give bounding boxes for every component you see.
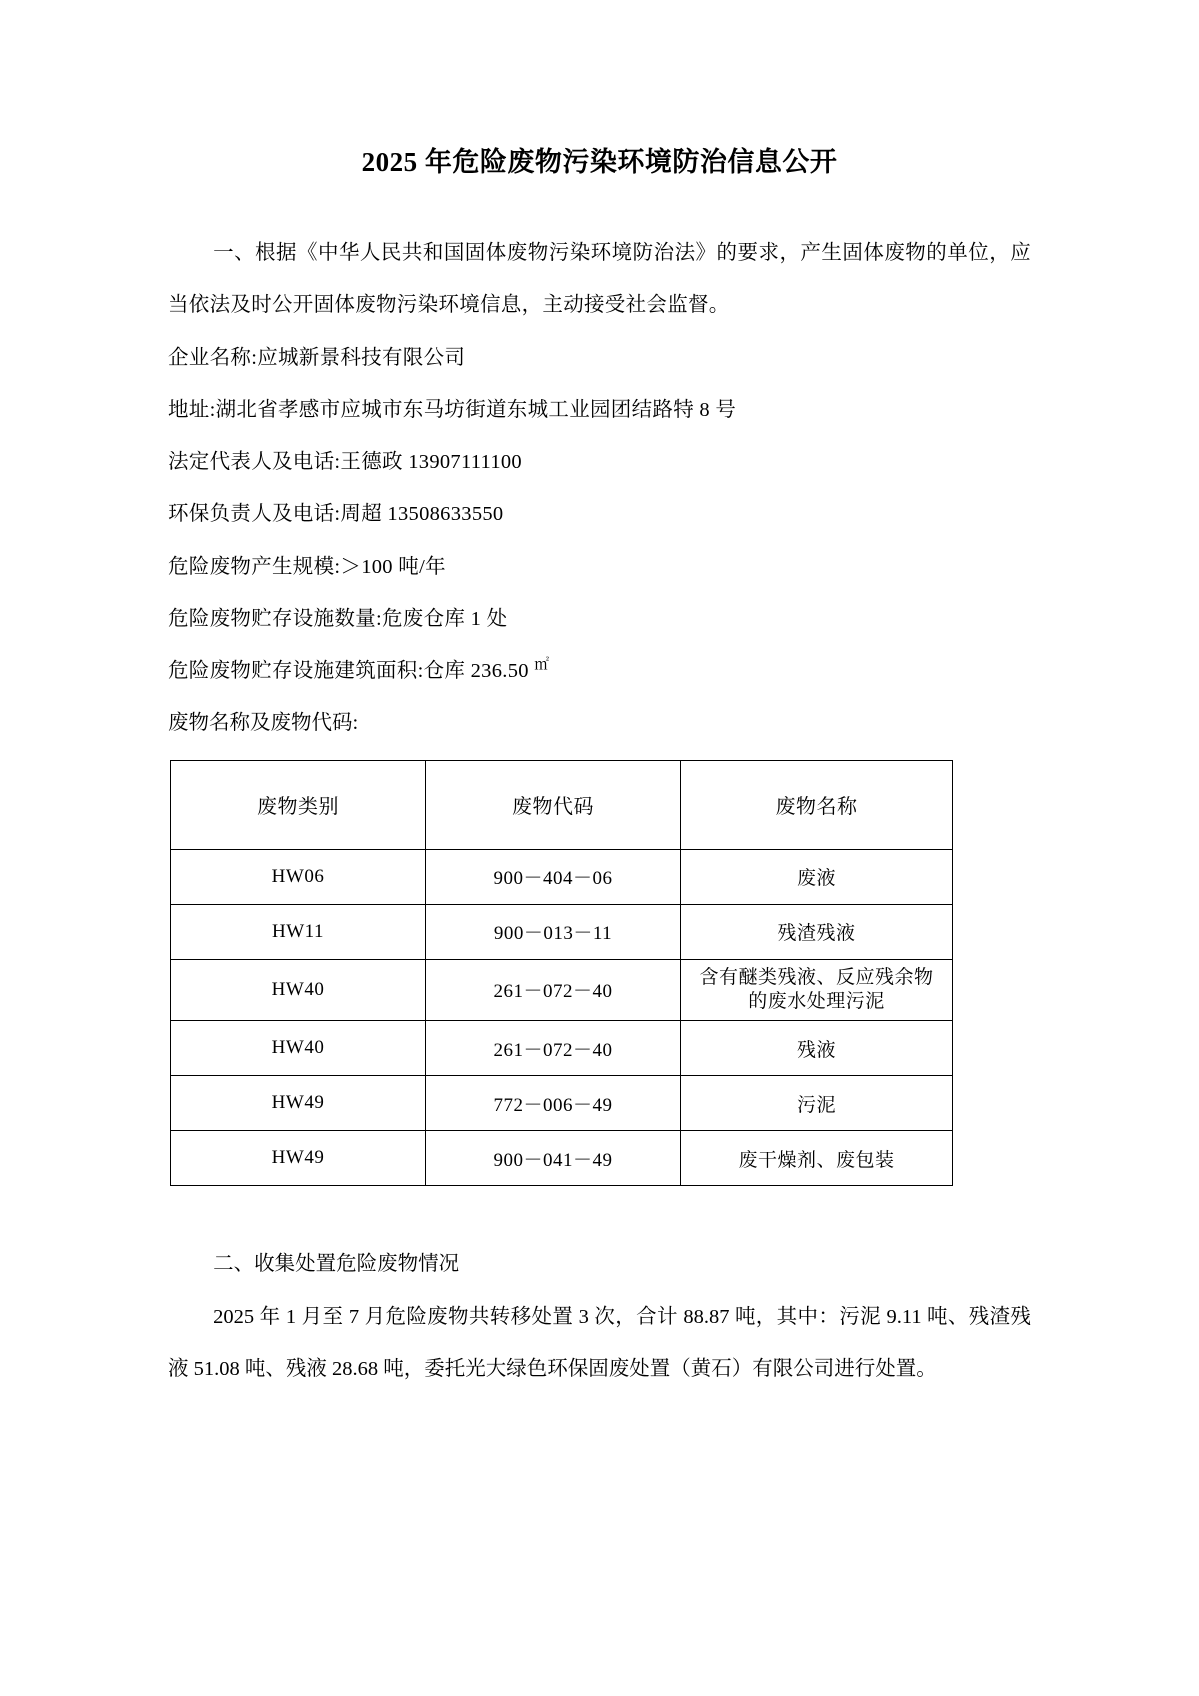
table-row xyxy=(171,1076,953,1131)
field-env-officer: 环保负责人及电话:周超 13508633550 xyxy=(168,503,504,526)
field-address: 地址:湖北省孝感市应城市东马坊街道东城工业园团结路特 8 号 xyxy=(168,398,737,421)
cell-code: 900－041－49 xyxy=(426,1131,681,1186)
cell-name xyxy=(681,959,953,1021)
waste-code-table xyxy=(170,760,953,1187)
field-company-name: 企业名称:应城新景科技有限公司 xyxy=(168,346,466,369)
table-row xyxy=(171,1131,953,1186)
cell-code: 261－072－40 xyxy=(426,959,681,1021)
cell-category: HW49 xyxy=(171,1131,426,1186)
cell-name-line1: 含有醚类残液、反应残余物 xyxy=(699,966,934,988)
cell-code: 772－006－49 xyxy=(426,1076,681,1131)
field-storage-facility-area xyxy=(168,645,1031,697)
cell-name: 残渣残液 xyxy=(681,904,953,959)
header-waste-category: 废物类别 xyxy=(171,760,426,849)
header-waste-name: 废物名称 xyxy=(681,760,953,849)
field-storage-facility-count: 危险废物贮存设施数量:危废仓库 1 处 xyxy=(168,607,508,630)
section1-paragraph: 一、根据《中华人民共和国固体废物污染环境防治法》的要求，产生固体废物的单位，应当依法及时公开固体废物污染环境信息，主动接受社会监督。 xyxy=(168,242,1031,317)
cell-category: HW40 xyxy=(171,959,426,1021)
table-header-row xyxy=(171,760,953,849)
cell-name: 残液 xyxy=(681,1021,953,1076)
area-unit: ㎡ xyxy=(534,657,550,674)
cell-code: 261－072－40 xyxy=(426,1021,681,1076)
field-storage-area-text: 危险废物贮存设施建筑面积:仓库 236.50 xyxy=(168,660,535,683)
cell-name: 废干燥剂、废包装 xyxy=(681,1131,953,1186)
cell-category: HW11 xyxy=(171,904,426,959)
table-row xyxy=(171,1021,953,1076)
cell-name-line2: 的废水处理污泥 xyxy=(748,990,885,1012)
cell-code: 900－013－11 xyxy=(426,904,681,959)
header-waste-code: 废物代码 xyxy=(426,760,681,849)
waste-table-body xyxy=(171,849,953,1186)
cell-category: HW40 xyxy=(171,1021,426,1076)
table-row xyxy=(171,959,953,1021)
page-title: 2025 年危险废物污染环境防治信息公开 xyxy=(361,147,838,177)
section-spacer xyxy=(168,1186,1031,1238)
field-legal-representative: 法定代表人及电话:王德政 13907111100 xyxy=(168,451,522,474)
cell-category: HW49 xyxy=(171,1076,426,1131)
cell-name: 污泥 xyxy=(681,1076,953,1131)
field-generation-scale: 危险废物产生规模:＞100 吨/年 xyxy=(168,555,446,578)
table-row xyxy=(171,849,953,904)
section2-title: 二、收集处置危险废物情况 xyxy=(213,1253,460,1276)
cell-code: 900－404－06 xyxy=(426,849,681,904)
cell-category: HW06 xyxy=(171,849,426,904)
section2-body: 2025 年 1 月至 7 月危险废物共转移处置 3 次，合计 88.87 吨，其中：污泥 9.11 吨、残渣残液 51.08 吨、残液 28.68 吨，委托光大绿色环保固废处置（黄石）有限公司进行处置。 xyxy=(168,1305,1031,1380)
waste-table-label: 废物名称及废物代码: xyxy=(168,712,359,735)
table-row xyxy=(171,904,953,959)
cell-name: 废液 xyxy=(681,849,953,904)
